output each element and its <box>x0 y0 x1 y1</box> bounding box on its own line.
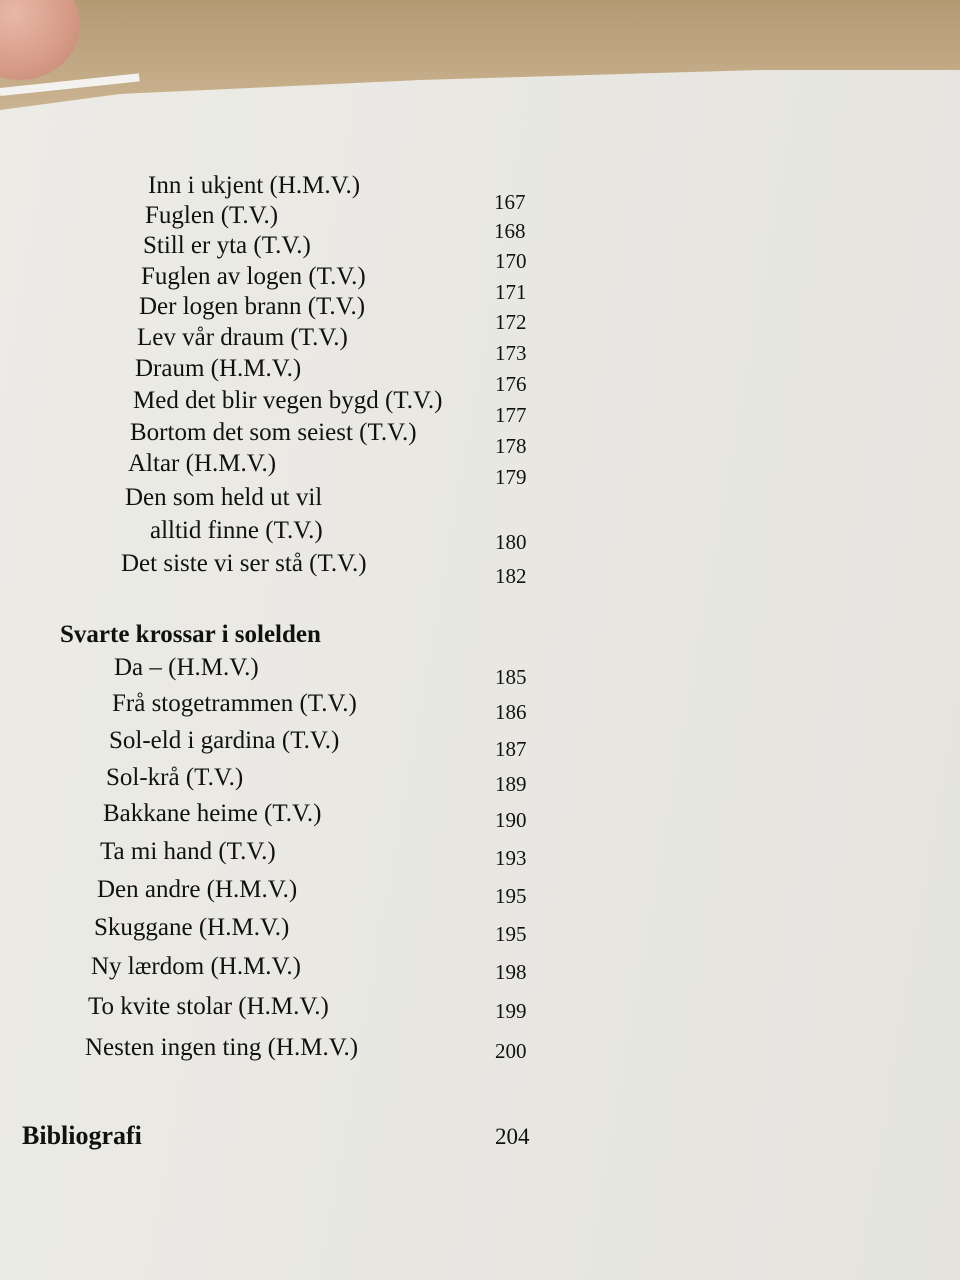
toc-entry-page: 178 <box>495 434 527 458</box>
toc-entry-title: Bakkane heime (T.V.) <box>103 800 322 827</box>
toc-entry-page: 195 <box>495 884 527 908</box>
bibliography-heading: Bibliografi <box>22 1121 142 1150</box>
toc-entry-page: 195 <box>495 922 527 946</box>
toc-entry-page: 187 <box>495 737 527 761</box>
toc-entry-page: 170 <box>495 249 527 273</box>
toc-entry-title: Bortom det som seiest (T.V.) <box>130 419 417 446</box>
toc-entry-title: Ta mi hand (T.V.) <box>100 838 276 865</box>
toc-entry-title: Lev vår draum (T.V.) <box>137 324 348 351</box>
toc-entry-title: Fuglen (T.V.) <box>145 202 279 229</box>
toc-entry-page: 190 <box>495 808 527 832</box>
toc-entry-page: 200 <box>495 1039 527 1063</box>
toc-entry-title: Altar (H.M.V.) <box>128 450 277 477</box>
toc-entry-page: 177 <box>495 403 527 427</box>
toc-entry-title: Med det blir vegen bygd (T.V.) <box>133 387 443 414</box>
toc-entry-title: Sol-krå (T.V.) <box>106 764 244 791</box>
toc-entry-title: Draum (H.M.V.) <box>135 355 302 382</box>
toc-entry-page: 171 <box>495 280 527 304</box>
toc-entry-page: 167 <box>494 190 526 214</box>
toc-entry-page: 193 <box>495 846 527 870</box>
toc-entry-page: 173 <box>495 341 527 365</box>
toc-entry-title: Skuggane (H.M.V.) <box>94 914 290 941</box>
toc-entry-title: Nesten ingen ting (H.M.V.) <box>85 1034 359 1061</box>
toc-entry-page: 172 <box>495 310 527 334</box>
toc-entry-page: 186 <box>495 700 527 724</box>
toc-entry-page: 182 <box>495 564 527 588</box>
bibliography-page: 204 <box>495 1124 530 1149</box>
toc-entry-title: Frå stogetrammen (T.V.) <box>112 690 357 717</box>
toc-entry-page: 180 <box>495 530 527 554</box>
toc-entry-title: Der logen brann (T.V.) <box>139 293 366 320</box>
toc-entry-title: Da – (H.M.V.) <box>114 654 259 681</box>
section-heading: Svarte krossar i solelden <box>60 621 321 648</box>
toc-entry-title: Ny lærdom (H.M.V.) <box>91 953 301 980</box>
toc-entry-title: Still er yta (T.V.) <box>143 232 311 259</box>
toc-entry-title: alltid finne (T.V.) <box>150 517 323 544</box>
toc-entry-title: Inn i ukjent (H.M.V.) <box>148 172 361 199</box>
toc-entry-page: 189 <box>495 772 527 796</box>
toc-entry-page: 198 <box>495 960 527 984</box>
toc-entry-title: To kvite stolar (H.M.V.) <box>88 993 329 1020</box>
toc-entry-page: 179 <box>495 465 527 489</box>
toc-entry-title: Det siste vi ser stå (T.V.) <box>121 550 367 577</box>
toc-entry-title: Fuglen av logen (T.V.) <box>141 263 366 290</box>
toc-entry-page: 176 <box>495 372 527 396</box>
toc-entry-page: 168 <box>494 219 526 243</box>
toc-entry-title: Sol-eld i gardina (T.V.) <box>109 727 340 754</box>
toc-entry-title: Den som held ut vil <box>125 484 323 511</box>
toc-entry-page: 185 <box>495 665 527 689</box>
toc-entry-page: 199 <box>495 999 527 1023</box>
toc-entry-title: Den andre (H.M.V.) <box>97 876 298 903</box>
